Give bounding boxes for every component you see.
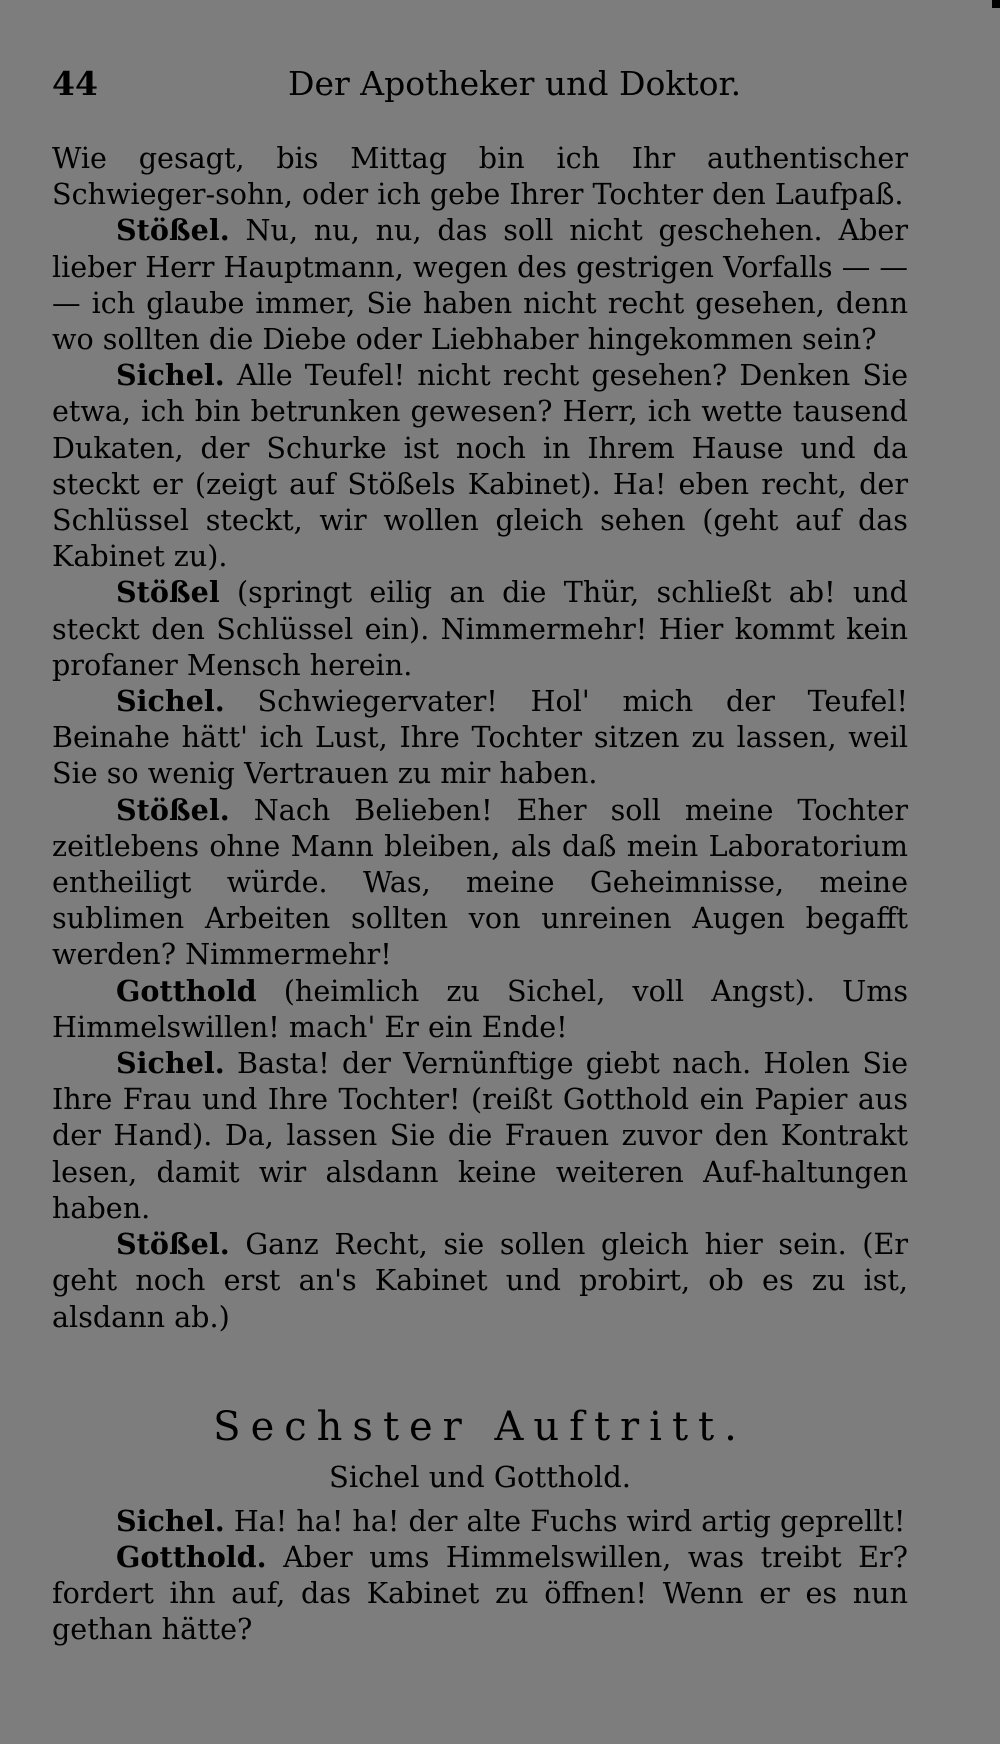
dialogue-text: (heimlich zu Sichel, voll Angst). Ums Himmelswillen! mach' Er ein Ende! [52, 973, 908, 1044]
speaker-name: Gotthold [116, 973, 257, 1008]
dialogue-paragraph [52, 973, 908, 1045]
speaker-name: Gotthold. [116, 1539, 267, 1574]
scene-persons: Sichel und Gotthold. [329, 1459, 631, 1494]
speaker-name: Sichel. [116, 1503, 225, 1538]
speaker-name: Stößel. [116, 213, 230, 248]
dialogue-text: Ganz Recht, sie sollen gleich hier sein. (Er geht noch erst an's Kabinet und probirt, ob es zu ist, alsdann ab.) [52, 1227, 909, 1334]
dialogue-paragraph [52, 683, 908, 792]
dialogue-text: (springt eilig an die Thür, schließt ab! und steckt den Schlüssel ein). Nimmermehr! Hier kommt kein profaner Mensch herein. [52, 575, 908, 682]
dialogue-paragraph [52, 1226, 908, 1335]
dialogue-text: Wie gesagt, bis Mittag bin ich Ihr authentischer Schwieger-sohn, oder ich gebe Ihrer Tochter den Laufpaß. [52, 141, 908, 212]
speaker-name: Stößel. [116, 1227, 230, 1262]
dialogue-text: Basta! der Vernünftige giebt nach. Holen Sie Ihre Frau und Ihre Tochter! (reißt Gotthold ein Papier aus der Hand). Da, lassen Sie die Frauen zuvor den Kontrakt lesen, damit wir alsdann keine weiteren Auf-haltungen haben. [52, 1046, 908, 1225]
speaker-name: Stößel. [116, 792, 230, 827]
dialogue-paragraph [52, 212, 908, 357]
speaker-name: Sichel. [116, 1046, 225, 1081]
dialogue-paragraph [52, 574, 908, 683]
speaker-name: Sichel. [116, 684, 225, 719]
dialogue-text: Aber ums Himmelswillen, was treibt Er? fordert ihn auf, das Kabinet zu öffnen! Wenn er es nun gethan hätte? [52, 1539, 909, 1647]
dialogue-paragraph [52, 1539, 908, 1648]
running-title: Der Apotheker und Doktor. [288, 64, 742, 103]
dialogue-text: Ha! ha! ha! der alte Fuchs wird artig geprellt! [233, 1503, 906, 1538]
dialogue-paragraph [52, 140, 908, 212]
dialogue-paragraph [52, 357, 908, 574]
speaker-name: Sichel. [116, 358, 225, 393]
speaker-name: Stößel [116, 575, 220, 610]
dialogue-text: Schwiegervater! Hol' mich der Teufel! Beinahe hätt' ich Lust, Ihre Tochter sitzen zu lassen, weil Sie so wenig Vertrauen zu mir haben. [52, 684, 908, 791]
dialogue-paragraph [52, 1503, 908, 1539]
dialogue-text: Nach Belieben! Eher soll meine Tochter zeitlebens ohne Mann bleiben, als daß mein Laboratorium entheiligt würde. Was, meine Geheimnisse, meine sublimen Arbeiten sollten von unreinen Augen begafft werden? Nimmermehr! [52, 792, 909, 972]
scene-heading: Sechster Auftritt. [213, 1403, 747, 1450]
page-number: 44 [52, 64, 98, 103]
dialogue-text: Nu, nu, nu, das soll nicht geschehen. Aber lieber Herr Hauptmann, wegen des gestrigen Vorfalls — — — ich glaube immer, Sie haben nicht recht gesehen, denn wo sollten die Diebe oder Liebhaber hingekommen sein? [52, 213, 909, 357]
dialogue-paragraph [52, 792, 908, 973]
body-text [52, 140, 908, 1648]
dialogue-text: Alle Teufel! nicht recht gesehen? Denken Sie etwa, ich bin betrunken gewesen? Herr, ich wette tausend Dukaten, der Schurke ist noch in Ihrem Hause und da steckt er (zeigt auf Stößels Kabinet). Ha! eben recht, der Schlüssel steckt, wir wollen gleich sehen (geht auf das Kabinet zu). [52, 358, 909, 574]
scan-edge-mark [992, 0, 1000, 8]
dialogue-paragraph [52, 1045, 908, 1226]
page-header [52, 62, 908, 106]
